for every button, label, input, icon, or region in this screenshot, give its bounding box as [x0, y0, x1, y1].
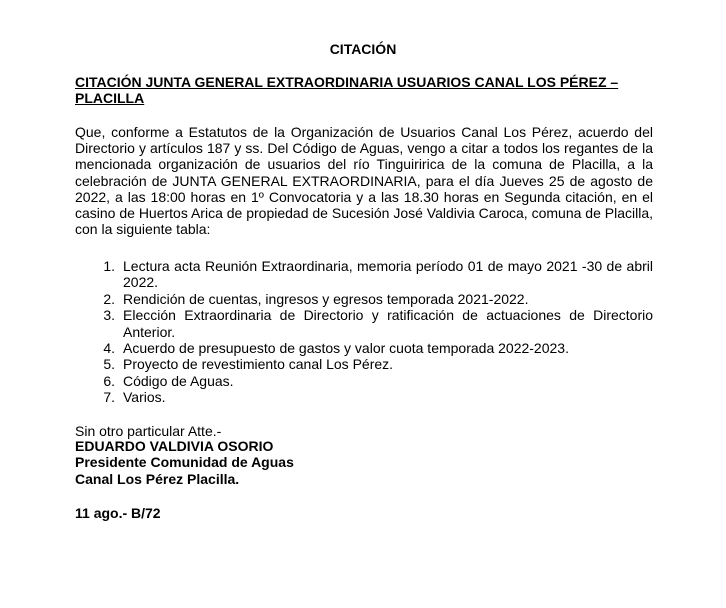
agenda-item: [75, 258, 653, 291]
agenda-item-text: Proyecto de revestimiento canal Los Pérez.: [123, 356, 394, 373]
document-heading: CITACIÓN: [329, 41, 397, 57]
signer-role: Presidente Comunidad de Aguas: [75, 454, 294, 471]
agenda-item-number: 6.: [103, 372, 115, 389]
agenda-item-number: 7.: [103, 389, 115, 406]
agenda-item-text: Lectura acta Reunión Extraordinaria, memoria período 01 de mayo 2021 -30 de abril 2022.: [123, 258, 653, 291]
reference-code: 11 ago.- B/72: [75, 505, 161, 521]
agenda-item: [75, 307, 653, 340]
agenda-item-number: 3.: [103, 307, 115, 324]
signer-organization: Canal Los Pérez Placilla.: [75, 470, 240, 487]
closing-line: Sin otro particular Atte.-: [75, 423, 222, 439]
agenda-item-number: 5.: [103, 356, 115, 373]
agenda-item: [75, 356, 653, 372]
agenda-item: [75, 373, 653, 389]
agenda-list: [75, 258, 653, 406]
agenda-item-text: Rendición de cuentas, ingresos y egresos temporada 2021-2022.: [123, 290, 529, 307]
agenda-item: [75, 291, 653, 307]
document-subtitle: CITACIÓN JUNTA GENERAL EXTRAORDINARIA USUARIOS CANAL LOS PÉREZ – PLACILLA: [75, 74, 619, 106]
signer-name: EDUARDO VALDIVIA OSORIO: [75, 438, 274, 454]
agenda-item-text: Elección Extraordinaria de Directorio y ratificación de actuaciones de Directorio Anterior.: [123, 307, 653, 340]
agenda-item: [75, 389, 653, 405]
agenda-item-number: 4.: [103, 340, 115, 357]
agenda-item: [75, 340, 653, 356]
agenda-item-text: Varios.: [123, 389, 166, 406]
signature-block: [75, 438, 294, 487]
agenda-item-text: Acuerdo de presupuesto de gastos y valor cuota temporada 2022-2023.: [123, 340, 569, 357]
agenda-item-number: 2.: [103, 290, 115, 307]
agenda-item-number: 1.: [103, 258, 115, 274]
agenda-item-text: Código de Aguas.: [123, 372, 234, 389]
document-body: Que, conforme a Estatutos de la Organización de Usuarios Canal Los Pérez, acuerdo del Directorio y artículos 187 y ss. Del Código de Aguas, vengo a citar a todos los regantes de la mencionada organización de usuarios del río Tinguiririca de la comuna de Placilla, a la celebración de JUNTA GENERAL EXTRAORDINARIA, para el día Jueves 25 de agosto de 2022, a las 18:00 horas en 1º Convocatoria y a las 18.30 horas en Segunda citación, en el casino de Huertos Arica de propiedad de Sucesión José Valdivia Caroca, comuna de Placilla, con la siguiente tabla:: [75, 124, 653, 238]
